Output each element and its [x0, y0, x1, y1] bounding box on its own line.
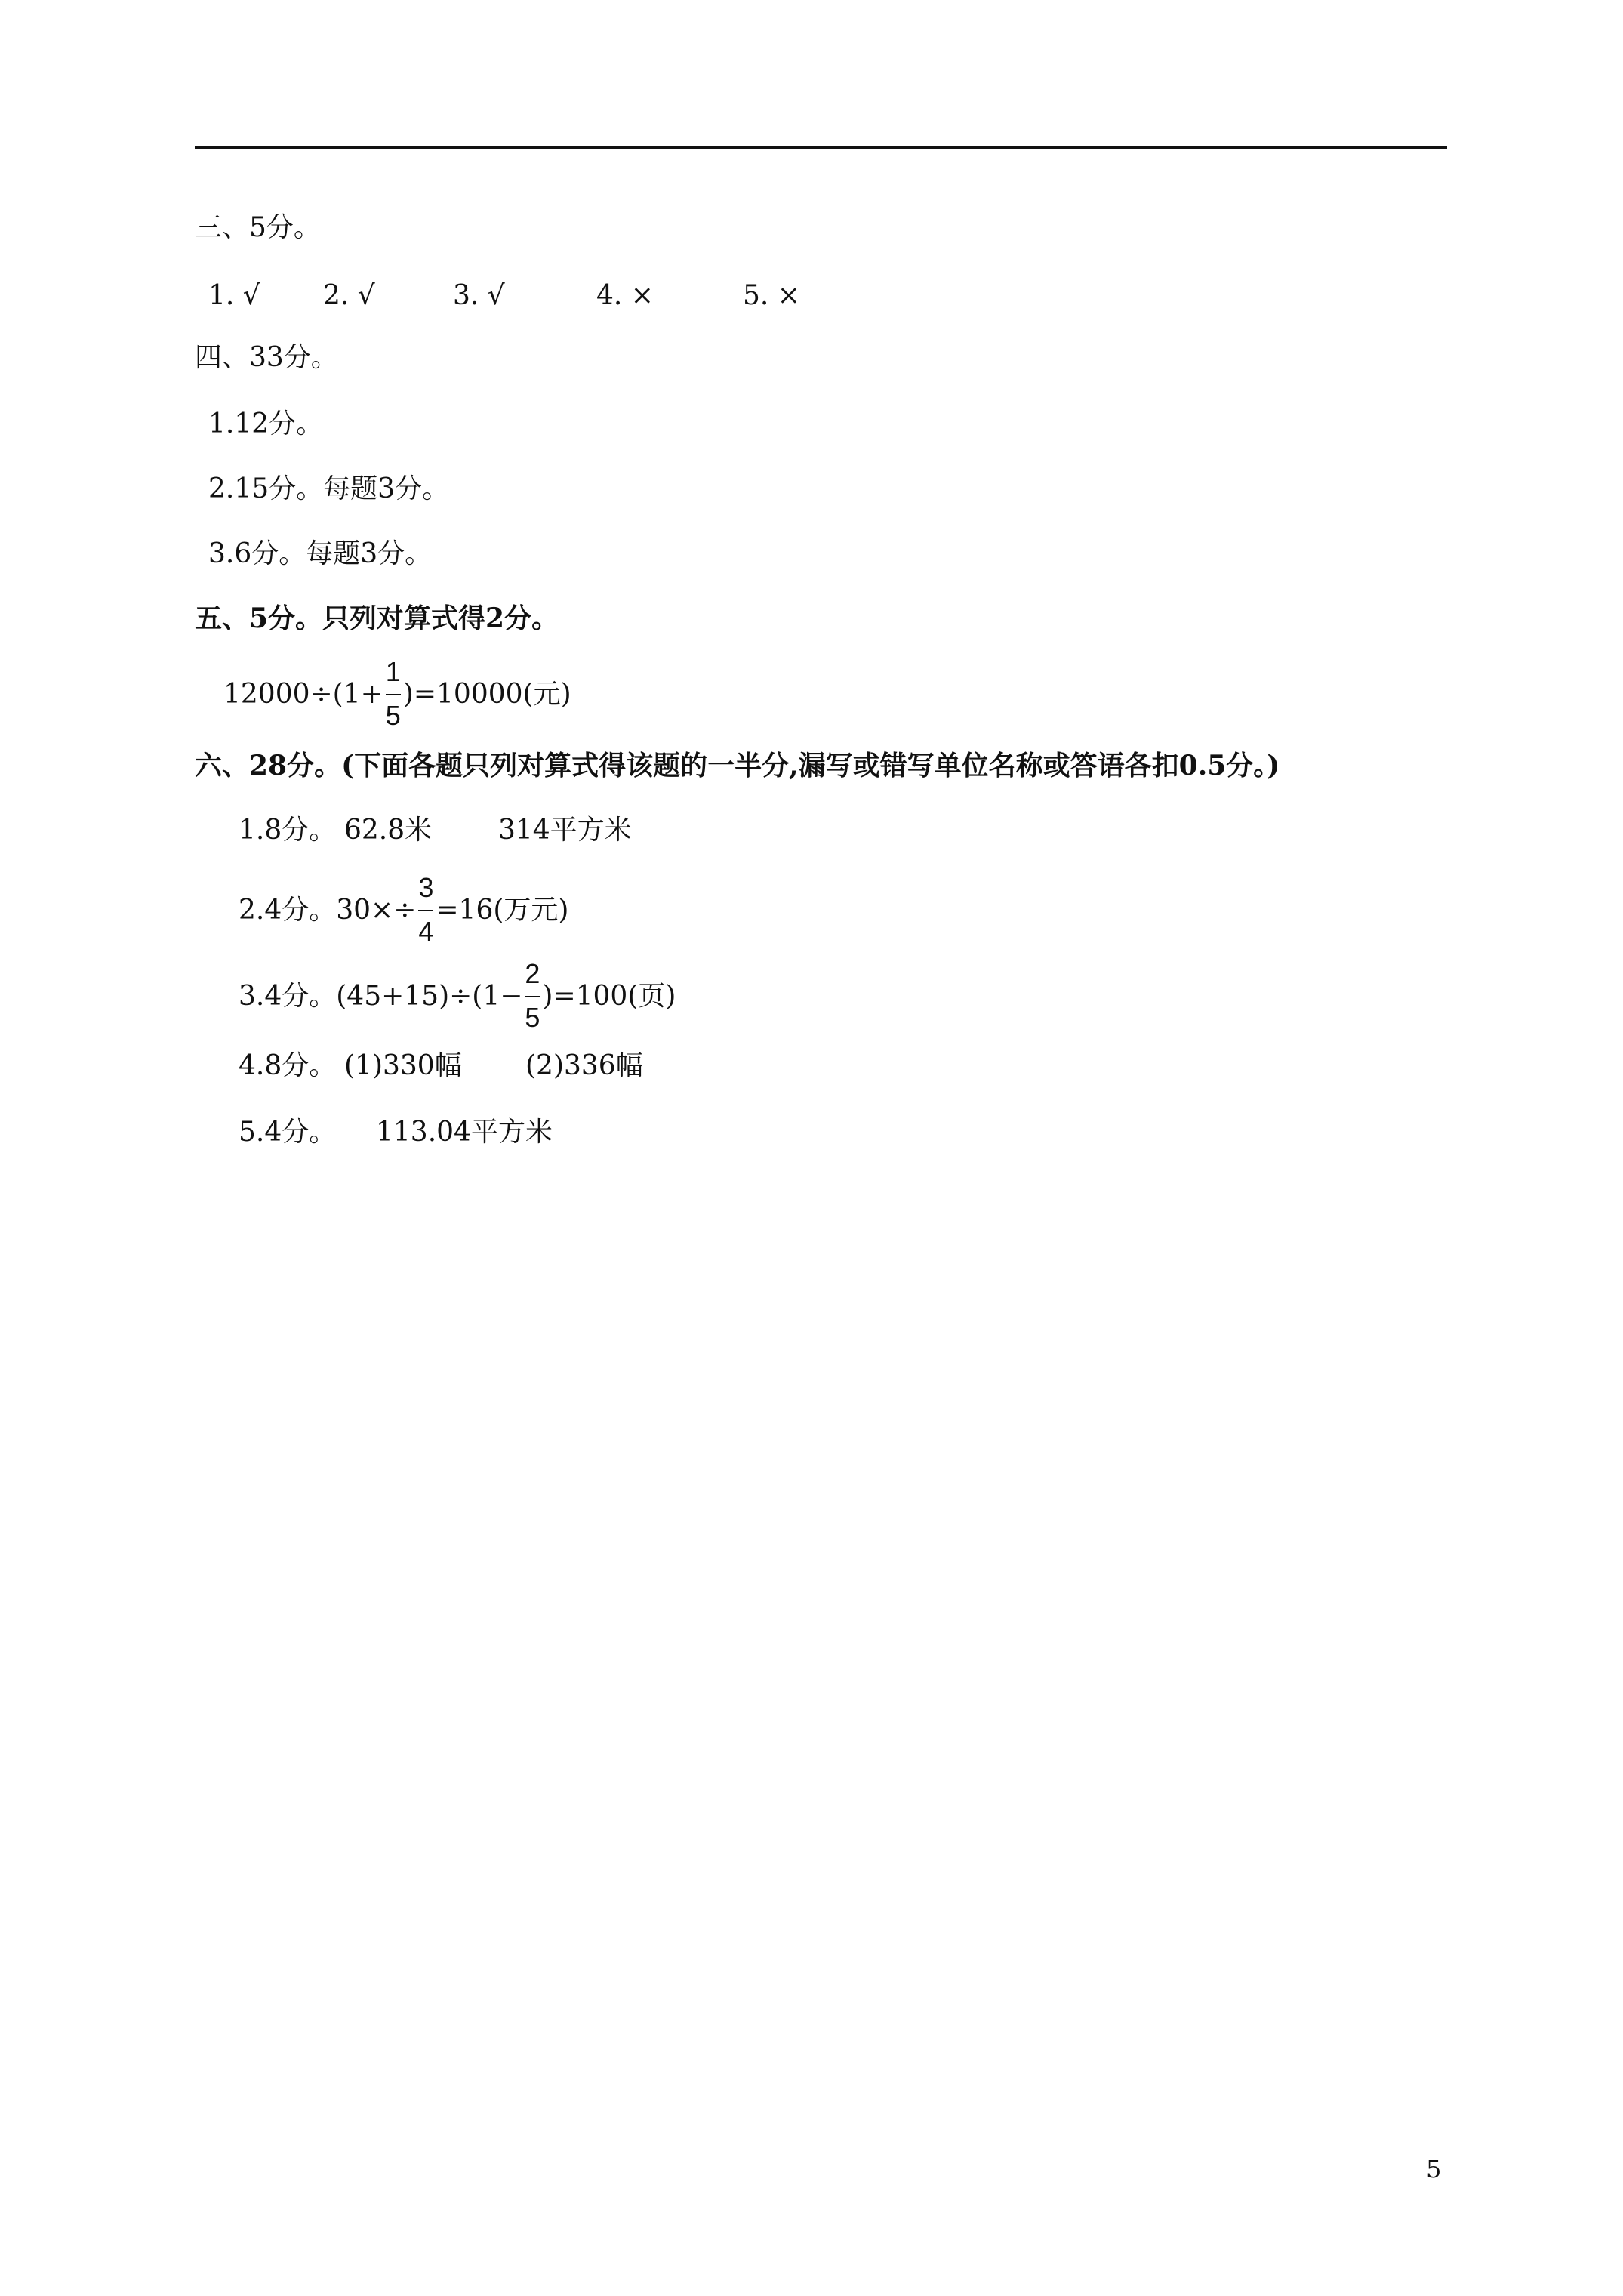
- section-3-heading: 三、5分。: [195, 212, 321, 243]
- section-4-item-3: 3.6分。每题3分。: [208, 538, 433, 569]
- header-rule: [195, 146, 1447, 149]
- fraction-bar: [418, 910, 433, 911]
- section-6-heading: 六、28分。(下面各题只列对算式得该题的一半分,漏写或错写单位名称或答语各扣0.5分。): [195, 750, 1280, 781]
- section-6-item-2: [239, 871, 568, 947]
- section-3-answer-3: 3. √: [453, 280, 505, 311]
- item-2-prefix: 2.4分。30×÷: [239, 895, 417, 926]
- section-6-item-5-label: 5.4分。: [239, 1117, 337, 1148]
- fraction-bar: [525, 996, 540, 997]
- section-5-equation: [223, 655, 571, 731]
- section-4-item-1: 1.12分。: [208, 408, 324, 439]
- fraction-numerator: 2: [525, 958, 540, 989]
- item-3-prefix: 3.4分。(45+15)÷(1−: [239, 981, 523, 1012]
- section-3-answer-5: 5. ×: [743, 280, 800, 311]
- section-3-answer-1: 1. √: [208, 280, 260, 311]
- equation-prefix: 12000÷(1+: [223, 679, 383, 710]
- section-6-item-4-label: 4.8分。: [239, 1050, 337, 1081]
- fraction-numerator: 1: [385, 656, 401, 687]
- section-5-heading: 五、5分。只列对算式得2分。: [195, 603, 559, 634]
- item-3-suffix: )=100(页): [542, 981, 676, 1012]
- fraction-three-quarters: [416, 873, 436, 948]
- section-3-answer-4: 4. ×: [596, 280, 654, 311]
- item-2-suffix: =16(万元): [436, 895, 569, 926]
- section-3-answer-2: 2. √: [323, 280, 375, 311]
- fraction-denominator: 5: [385, 700, 401, 731]
- section-6-item-4-answer-a: (1)330幅: [344, 1050, 462, 1081]
- fraction-two-fifths: [522, 959, 542, 1034]
- fraction-denominator: 4: [418, 916, 434, 947]
- fraction-denominator: 5: [525, 1002, 540, 1033]
- section-6-item-4-answer-b: (2)336幅: [525, 1050, 643, 1081]
- fraction-bar: [386, 694, 401, 695]
- section-4-heading: 四、33分。: [195, 342, 338, 373]
- section-6-item-3: [239, 957, 676, 1033]
- section-4-item-2: 2.15分。每题3分。: [208, 473, 450, 504]
- section-6-item-1-answer-a: 62.8米: [344, 815, 433, 846]
- section-6-item-1-answer-b: 314平方米: [498, 815, 632, 846]
- equation-suffix: )=10000(元): [402, 679, 571, 710]
- section-6-item-5-answer: 113.04平方米: [376, 1117, 553, 1148]
- fraction-numerator: 3: [418, 872, 434, 903]
- fraction-one-fifth: [383, 657, 403, 732]
- section-6-item-1-label: 1.8分。: [239, 815, 337, 846]
- page-number: 5: [1426, 2155, 1442, 2184]
